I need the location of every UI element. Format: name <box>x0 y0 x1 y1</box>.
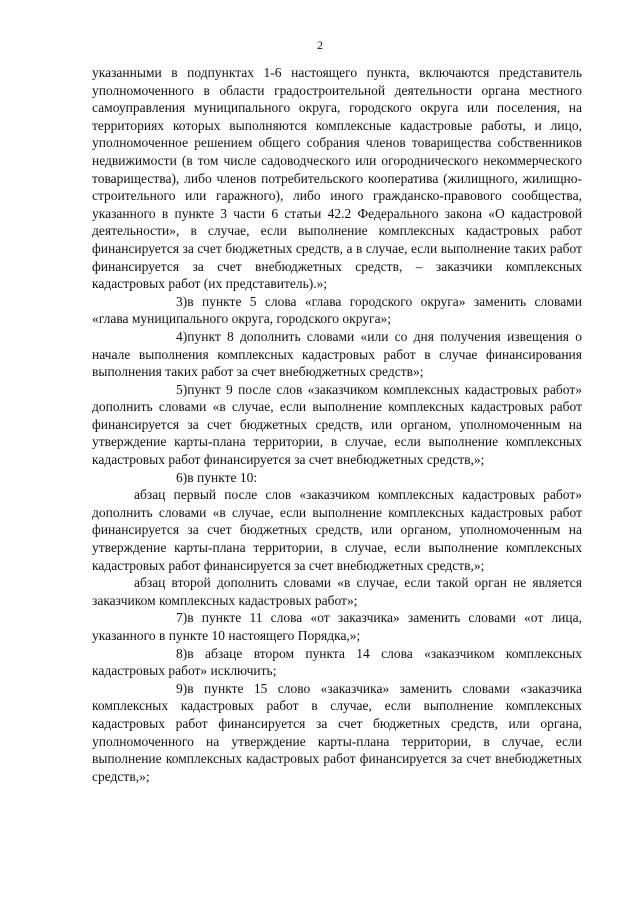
page-number: 2 <box>317 38 323 52</box>
list-item-8 <box>92 645 582 680</box>
list-item-text: пункт 8 дополнить словами «или со дня получения извещения о начале выполнения комплексных кадастровых работ в случае финансирования выполнения таких работ за счет внебюджетных средств»; <box>92 328 582 380</box>
list-item-text: в пункте 5 слова «глава городского округа» заменить словами «глава муниципального округа, городского округа»; <box>92 293 582 327</box>
subparagraph-second <box>92 574 582 609</box>
list-item-text: в пункте 10: <box>187 469 258 485</box>
list-item-number: 9) <box>176 680 188 696</box>
paragraph-text: абзац второй дополнить словами «в случае, если такой орган не является заказчиком комплексных кадастровых работ»; <box>92 575 582 608</box>
list-item-4 <box>92 328 582 381</box>
paragraph-text: абзац первый после слов «заказчиком комплексных кадастровых работ» дополнить словами «в случае, если выполнение комплексных кадастровых работ финансируется за счет бюджетных средств, или органом, уполномоченным на утверждение карты-плана территории, в случае, если выполнение комплексных кадастровых работ финансируется за счет внебюджетных средств,»; <box>92 487 582 573</box>
list-item-3 <box>92 293 582 328</box>
list-item-7 <box>92 609 582 644</box>
list-item-text: в пункте 15 слово «заказчика» заменить словами «заказчика комплексных кадастровых работ в случае, если выполнение комплексных кадастровых работ финансируется за счет бюджетных средств, или органа, уполномоченного на утверждение карты-плана территории, в случае, если выполнение комплексных кадастровых работ финансируется за счет внебюджетных средств,»; <box>92 680 582 784</box>
list-item-9 <box>92 680 582 786</box>
list-item-number: 7) <box>176 610 188 626</box>
subparagraph-first <box>92 486 582 574</box>
list-item-number: 4) <box>176 328 188 344</box>
list-item-number: 3) <box>176 293 188 309</box>
list-item-text: в абзаце втором пункта 14 слова «заказчиком комплексных кадастровых работ» исключить; <box>92 645 582 679</box>
list-item-text: в пункте 11 слова «от заказчика» заменить словами «от лица, указанного в пункте 10 настоящего Порядка,»; <box>92 610 582 643</box>
list-item-6 <box>92 469 582 487</box>
paragraph-text: указанными в подпунктах 1-6 настоящего пункта, включаются представитель уполномоченного в области градостроительной деятельности органа местного самоуправления муниципального округа, городского округа или поселения, на территориях которых выполняются комплексные кадастровые работы, и лицо, уполномоченное решением общего собрания членов товарищества собственников недвижимости (в том числе садоводческого или огороднического некоммерческого товарищества), либо членов потребительского кооператива (жилищного, жилищно-строительного или гаражного), либо иного гражданско-правового сообщества, указанного в пункте 3 части 6 статьи 42.2 Федерального закона «О кадастровой деятельности», в случае, если выполнение комплексных кадастровых работ финансируется за счет бюджетных средств, а в случае, если выполнение таких работ финансируется за счет внебюджетных средств, – заказчики комплексных кадастровых работ (их представитель).»; <box>92 65 582 292</box>
list-item-text: пункт 9 после слов «заказчиком комплексных кадастровых работ» дополнить словами «в случае, если выполнение комплексных кадастровых работ финансируется за счет бюджетных средств, или органом, уполномоченным на утверждение карты-плана территории, в случае, если выполнение комплексных кадастровых работ финансируется за счет внебюджетных средств,»; <box>92 381 582 468</box>
list-item-number: 5) <box>176 381 188 397</box>
document-body <box>92 64 582 785</box>
paragraph-continuation <box>92 64 582 293</box>
list-item-number: 8) <box>176 645 188 661</box>
list-item-5 <box>92 381 582 469</box>
list-item-number: 6) <box>176 469 188 485</box>
